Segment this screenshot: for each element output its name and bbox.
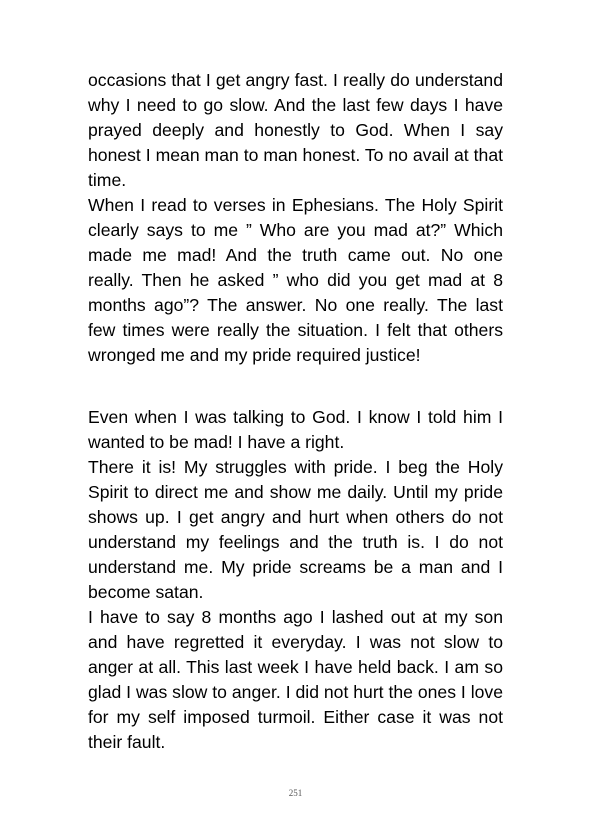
paragraph: Even when I was talking to God. I know I told him I wanted to be mad! I have a right. — [88, 407, 503, 452]
paragraph: There it is! My struggles with pride. I beg the Holy Spirit to direct me and show me daily. Until my pride shows up. I get angry and hurt when others do not understand my feelings and the truth is. I do not understand me. My pride screams be a man and I become satan. — [88, 457, 503, 602]
text-section-1 — [88, 68, 503, 368]
page-number: 251 — [288, 788, 303, 798]
paragraph: occasions that I get angry fast. I really do understand why I need to go slow. And the last few days I have prayed deeply and honestly to God. When I say honest I mean man to man honest. To no avail at that time. — [88, 70, 503, 190]
paragraph: I have to say 8 months ago I lashed out at my son and have regretted it everyday. I was not slow to anger at all. This last week I have held back. I am so glad I was slow to anger. I did not hurt the ones I love for my self imposed turmoil. Either case it was not their fault. — [88, 607, 503, 752]
paragraph: When I read to verses in Ephesians. The Holy Spirit clearly says to me ” Who are you mad at?” Which made me mad! And the truth came out. No one really. Then he asked ” who did you get mad at 8 months ago”? The answer. No one really. The last few times were really the situation. I felt that others wronged me and my pride required justice! — [88, 195, 503, 365]
text-section-2 — [88, 405, 503, 755]
